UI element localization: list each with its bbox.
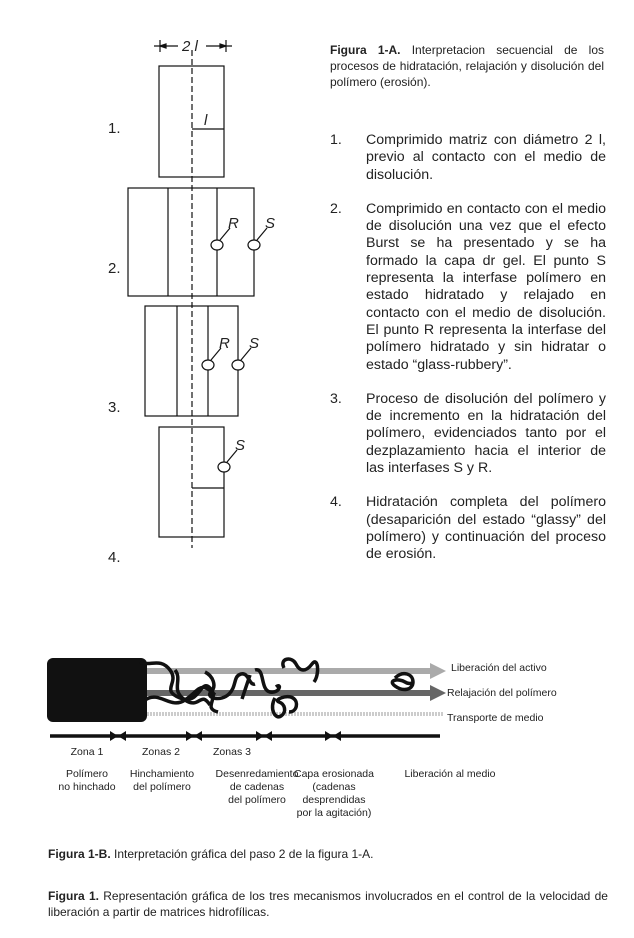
steps-list — [330, 132, 606, 581]
point-r-marker — [202, 360, 214, 370]
step-text: Comprimido en contacto con el medio de disolución una vez que el efecto Burst se ha presentado y se ha formado la capa dr gel. El punto S representa la interfase polímero en estado hidratado y relajado en contacto con el medio de disolución. El punto R representa la interfase del polímero hidratado y sin hidratar o estado “glass-rubbery”. — [366, 200, 606, 373]
point-s-label: S — [265, 215, 276, 232]
step-number: 1. — [330, 132, 342, 148]
caption-label: Figura 1. — [48, 889, 99, 903]
zone-label: Zonas 3 — [213, 746, 251, 758]
radius-label: l — [204, 112, 208, 129]
zone-label: Zona 1 — [70, 746, 104, 758]
step-number: 3. — [330, 390, 342, 407]
step-number: 1. — [108, 120, 121, 137]
step-item — [330, 391, 606, 477]
point-s-label: S — [249, 335, 260, 352]
zone-description: Polímero — [65, 768, 109, 780]
caption-text: Representación gráfica de los tres mecanismos involucrados en el control de la velocidad de liberación a partir de matrices hidrofílicas. — [48, 889, 608, 919]
point-s-marker — [218, 462, 230, 472]
zone-description: (cadenas — [312, 781, 356, 793]
step-number: 2. — [330, 200, 342, 217]
polymer-chains — [140, 659, 413, 717]
figure-1b-caption — [48, 846, 374, 862]
step-number: 3. — [108, 399, 121, 416]
point-s-marker — [232, 360, 244, 370]
dimension-label: 2 l — [182, 38, 198, 55]
step-text: Proceso de disolución del polímero y de incremento en la hidratación del polímero, evidenciados tanto por el dezplazamiento hacia el interior de las interfases S y R. — [366, 390, 606, 477]
zone-description: Capa erosionada — [294, 768, 374, 780]
zone-description: Liberación al medio — [404, 768, 496, 780]
step-number: 2. — [108, 260, 121, 277]
zone-description: Hinchamiento — [129, 768, 195, 780]
zone-description: del polímero — [228, 794, 286, 806]
point-r-marker — [211, 240, 223, 250]
figure-1b-diagram — [47, 658, 557, 819]
step-item — [330, 132, 606, 184]
step-text: Hidratación completa del polímero (desaparición del estado “glassy” del polímero) y continuación del proceso de erosión. — [366, 494, 606, 563]
figure-1a-caption — [330, 42, 604, 90]
arrow-label: Liberación del activo — [451, 662, 547, 674]
tablet-step-2 — [128, 188, 254, 296]
step-number: 4. — [108, 549, 121, 566]
zone-description: del polímero — [133, 781, 191, 793]
polymer-matrix-blob — [47, 658, 147, 722]
arrow-label: Transporte de medio — [447, 712, 544, 724]
point-s-label: S — [235, 437, 246, 454]
zone-description: desprendidas — [302, 794, 366, 806]
figure-1-caption — [48, 888, 608, 920]
caption-text: Interpretación gráfica del paso 2 de la figura 1-A. — [114, 847, 374, 861]
caption-text: Interpretacion secuencial de los procesos de hidratación, relajación y disolución del polímero (erosión). — [330, 43, 604, 89]
zone-label: Zonas 2 — [142, 746, 180, 758]
point-r-label: R — [228, 215, 239, 232]
point-s-marker — [248, 240, 260, 250]
caption-label: Figura 1-B. — [48, 847, 111, 861]
caption-label: Figura 1-A. — [330, 43, 401, 57]
zone-description: de cadenas — [229, 781, 285, 793]
zone-description: Desenredamiento — [215, 768, 299, 780]
step-item — [330, 494, 606, 563]
step-item — [330, 201, 606, 374]
point-r-label: R — [219, 335, 230, 352]
step-text: Comprimido matriz con diámetro 2 l, previo al contacto con el medio de disolución. — [366, 132, 606, 183]
zone-description: no hinchado — [58, 781, 116, 793]
step-number: 4. — [330, 494, 342, 511]
arrow-label: Relajación del polímero — [447, 687, 557, 699]
zone-description: por la agitación) — [296, 807, 372, 819]
